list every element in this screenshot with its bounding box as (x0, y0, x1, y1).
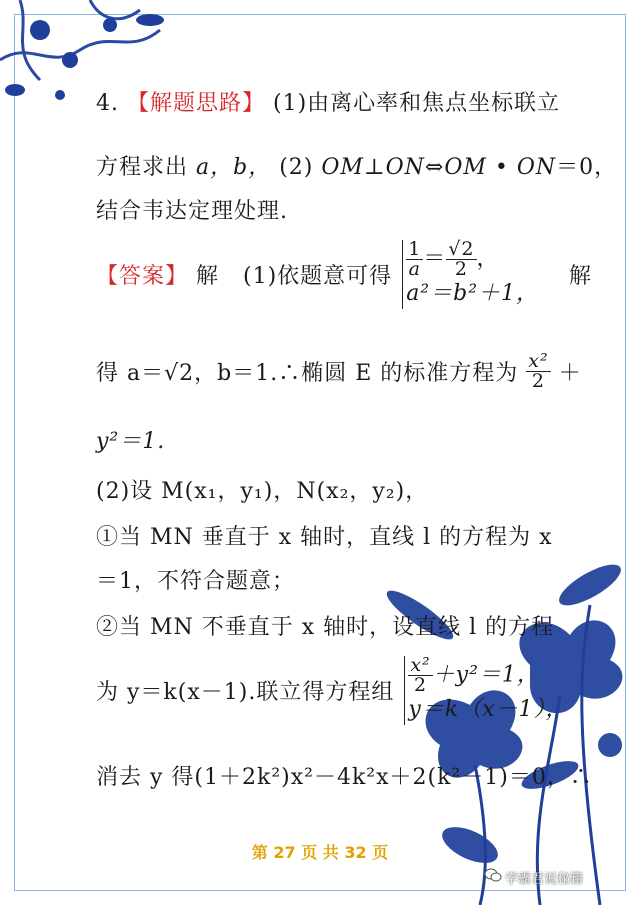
page-number: 第 27 页 共 32 页 (251, 843, 389, 862)
line-2-expr: OM⊥ON⇔ (321, 155, 445, 180)
fraction-numerator: 1 (408, 238, 422, 260)
fraction-numerator: x² (528, 350, 549, 372)
answer-tag: 【答案】 (96, 264, 189, 289)
case-2-line-1: ②当 MN 不垂直于 x 轴时，设直线 l 的方程 (96, 615, 555, 640)
answer-ellipse-tail: y²＝1. (96, 429, 166, 454)
fraction-denominator: a (408, 258, 421, 280)
case-2-line-2 (96, 656, 569, 740)
equation-system-2 (404, 656, 568, 725)
system-2-line-1 (408, 656, 568, 695)
wechat-icon (484, 866, 502, 884)
line-2-vector-product: OM • ON (444, 155, 557, 180)
equation-system-1 (402, 240, 539, 309)
case-1-line-2: ＝1，不符合题意； (96, 569, 295, 594)
answer-part-1-intro: (1)依题意可得 (243, 264, 393, 289)
answer-solve-label: 解 (196, 264, 220, 289)
problem-number: 4. (96, 91, 119, 116)
answer-part-2-setup: (2)设 M(x₁，y₁)，N(x₂，y₂)， (96, 479, 429, 504)
system-2-line-1-rest: ＋y²＝1， (432, 662, 540, 688)
line-2-end: ＝0， (556, 155, 618, 180)
problem-line-1-text: (1)由离心率和焦点坐标联立 (273, 91, 561, 116)
line-2-vars: a，b， (196, 155, 272, 180)
fraction-numerator: x² (410, 654, 431, 676)
watermark-text: 学霸君说秘籍 (505, 872, 584, 887)
fraction-sqrt2-over-2 (446, 240, 476, 279)
system-2-line-2: y＝k（x－1）， (408, 697, 569, 722)
problem-line-2 (96, 150, 617, 181)
system-1-line-1: $\frac{1}{a}$ ＝ $\frac{√2}{2}$ ， (408, 238, 500, 280)
fraction-x2-over-2 (408, 656, 432, 695)
line-2-text-b: (2) (271, 155, 322, 180)
answer-solve-label-2: 解 (569, 264, 593, 289)
answer-result-line (96, 352, 582, 391)
system-1-line-2: a²＝b²＋1， (406, 281, 540, 306)
plus-sign: ＋ (558, 361, 582, 386)
fraction-denominator: 2 (454, 258, 468, 280)
problem-line-1 (96, 86, 560, 117)
fraction-x2-over-2 (526, 352, 550, 391)
case-2-text: 为 y＝k(x－1).联立得方程组 (96, 680, 395, 705)
fraction-denominator: 2 (531, 370, 545, 392)
fraction-numerator: √2 (448, 238, 475, 260)
fraction-denominator: 2 (413, 674, 428, 696)
answer-part-1-line (96, 240, 592, 310)
eliminate-y-line: 消去 y 得(1＋2k²)x²－4k²x＋2(k²－1)＝0，∴ (96, 765, 593, 790)
case-1-line-1: ①当 MN 垂直于 x 轴时，直线 l 的方程为 x (96, 525, 553, 550)
problem-line-3: 结合韦达定理处理. (96, 199, 288, 224)
line-2-text-a: 方程求出 (96, 155, 196, 180)
answer-result-text: 得 a＝√2，b＝1.∴椭圆 E 的标准方程为 (96, 361, 519, 386)
fraction-1-over-a (406, 240, 423, 279)
solution-idea-tag: 【解题思路】 (127, 91, 266, 116)
